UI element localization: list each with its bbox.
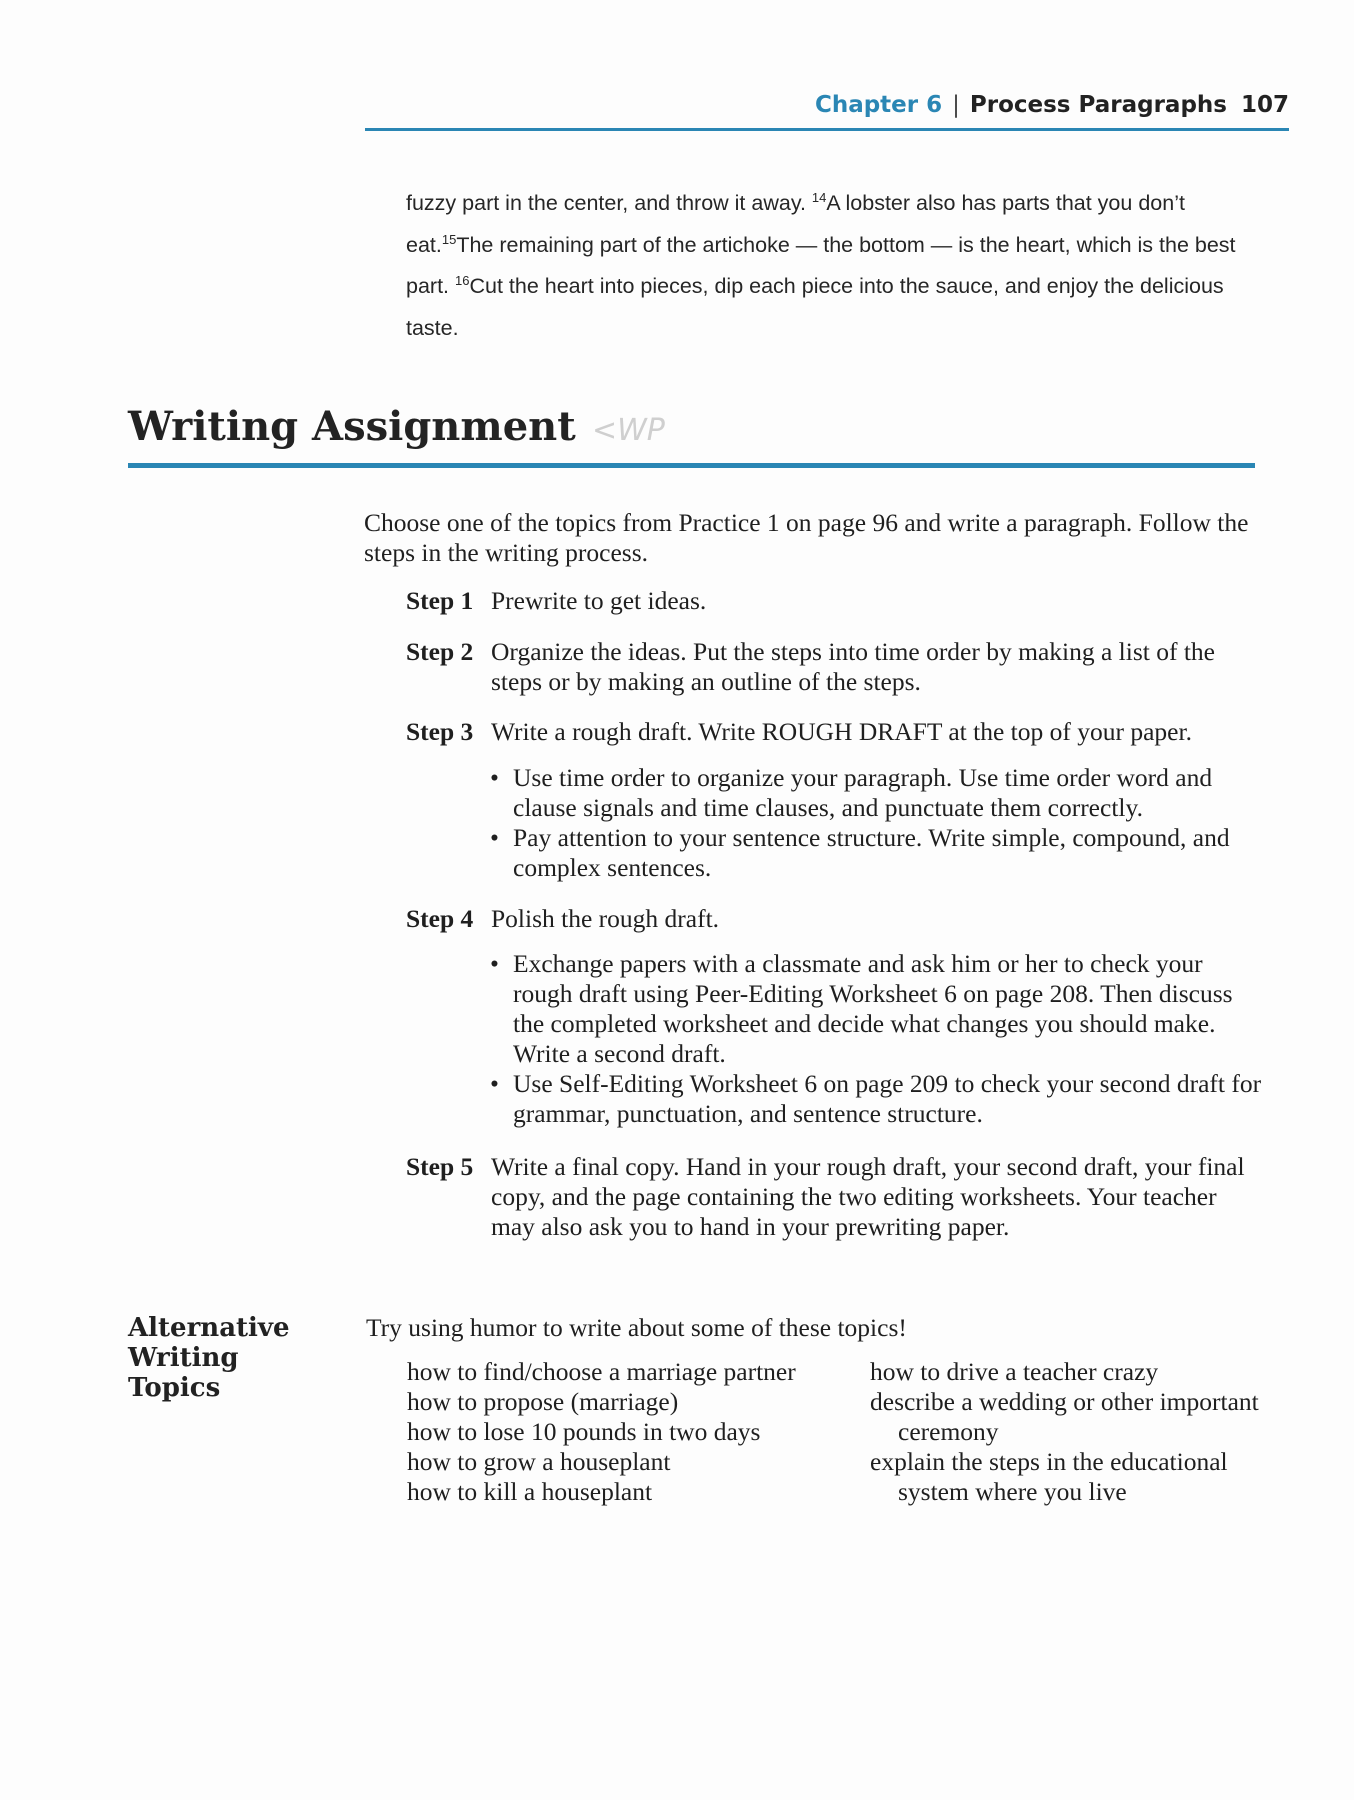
sentence-number: 15 [441,231,457,247]
list-item: • Pay attention to your sentence structure. Write simple, compound, and complex sentences. [490,823,1230,882]
list-item: how to find/choose a marriage partner [407,1357,796,1386]
step-3-bullets [490,763,1266,883]
step-2 [406,637,1266,697]
list-item: how to drive a teacher crazy [870,1357,1159,1386]
passage-text: A lobster also has parts that you don’t eat. [406,191,1185,257]
passage-text: Cut the heart into pieces, dip each piece into the sauce, and enjoy the delicious taste. [406,274,1224,340]
handwritten-scribble: <WP [592,413,665,448]
list-item: how to grow a houseplant [407,1447,671,1476]
step-1 [406,586,1266,616]
sidebar-heading-alternative-topics: Alternative Writing Topics [128,1313,290,1403]
section-title: Process Paragraphs [969,92,1227,118]
header-separator: | [952,92,960,118]
list-item: • Use time order to organize your paragraph. Use time order word and clause signals and time clauses, and punctuate them correctly. [490,763,1213,822]
step-4-bullets [490,949,1266,1129]
header-text [815,92,1289,118]
assignment-intro: Choose one of the topics from Practice 1 on page 96 and write a paragraph. Follow the steps in the writing process. [364,508,1249,567]
step-label: Step 4 [406,904,474,933]
list-item: describe a wedding or other important ceremony [870,1387,1259,1446]
topic-list-right [870,1357,1270,1507]
step-label: Step 1 [406,586,474,615]
page-number: 107 [1240,92,1289,118]
sentence-number: 16 [455,272,470,288]
list-item: explain the steps in the educational system where you live [870,1447,1228,1506]
step-text: Polish the rough draft. [491,904,720,933]
list-item: how to lose 10 pounds in two days [407,1417,761,1446]
passage-text: The remaining part of the artichoke — the bottom — is the heart, which is the best part. [406,232,1236,298]
chapter-label: Chapter 6 [814,92,943,118]
heading-rule [128,463,1255,468]
list-item: • Use Self-Editing Worksheet 6 on page 209 to check your second draft for grammar, punctuation, and sentence structure. [490,1069,1262,1128]
running-header [365,88,1289,131]
step-5 [406,1152,1266,1242]
step-4 [406,904,1266,934]
step-text: Prewrite to get ideas. [491,586,707,615]
topic-list-left [407,1357,847,1507]
step-text: Write a rough draft. Write ROUGH DRAFT at the top of your paper. [491,717,1192,746]
step-label: Step 3 [406,717,474,746]
section-heading-writing-assignment: Writing Assignment [128,403,576,450]
alternative-topics-intro: Try using humor to write about some of these topics! [366,1313,907,1342]
passage-continuation [406,183,1256,349]
list-item: how to kill a houseplant [407,1477,653,1506]
step-3 [406,717,1266,747]
list-item: how to propose (marriage) [407,1387,679,1416]
step-label: Step 5 [406,1152,474,1181]
step-label: Step 2 [406,637,474,666]
step-text: Write a final copy. Hand in your rough draft, your second draft, your final copy, and the page containing the two editing worksheets. Your teacher may also ask you to hand in your prewriting paper. [491,1152,1245,1241]
list-item: • Exchange papers with a classmate and ask him or her to check your rough draft using Peer-Editing Worksheet 6 on page 208. Then discuss the completed worksheet and decide what changes you should make. Write a second draft. [490,949,1233,1068]
passage-text: fuzzy part in the center, and throw it away. [406,191,812,215]
step-text: Organize the ideas. Put the steps into time order by making a list of the steps or by making an outline of the steps. [491,637,1215,696]
sentence-number: 14 [811,189,827,205]
